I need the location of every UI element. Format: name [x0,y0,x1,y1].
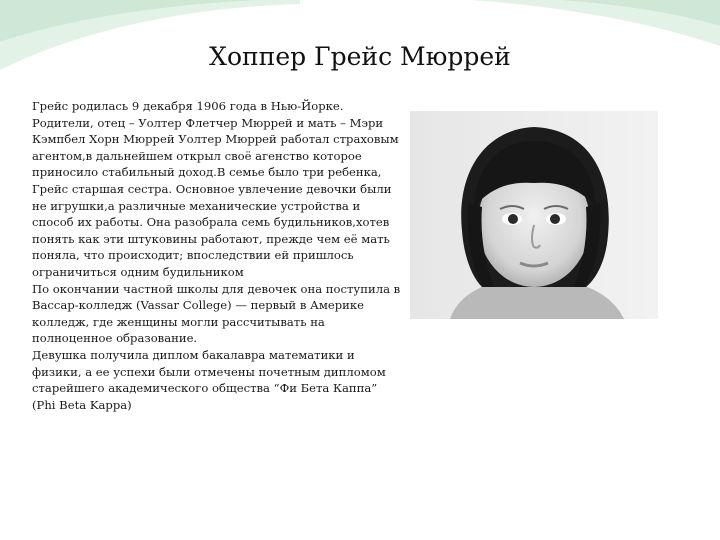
paragraph-diploma: Девушка получила диплом бакалавра математики и физики, а ее успехи были отмечены почетным дипломом старейшего академического общества “Фи Бета Каппа” (Phi Beta Kappa) [32,347,386,412]
portrait-photo [410,111,658,319]
slide-title: Хоппер Грейс Мюррей [209,42,511,71]
paragraph-college: По окончании частной школы для девочек она поступила в Вассар-колледж (Vassar College) — первый в Америке колледж, где женщины могли рассчитывать на полноценное образование. [32,281,401,346]
paragraph-childhood: Грейс родилась 9 декабря 1906 года в Нью-Йорке. Родители, отец – Уолтер Флетчер Мюррей и мать – Мэри Кэмпбел Хорн Мюррей Уолтер Мюррей работал страховым агентом,в дальнейшем открыл своё агенство которое приносило стабильный доход.В семье было три ребенка, Грейс старшая сестра. Основное увлечение девочки были не игрушки,а различные механические устройства и способ их работы. Она разобрала семь будильников,хотев понять как эти штуковины работают, прежде чем её мать поняла, что происходит; впоследствии ей пришлось ограничиться одним будильником [32,99,399,279]
biography-text [32,98,402,413]
portrait-image [410,111,658,319]
